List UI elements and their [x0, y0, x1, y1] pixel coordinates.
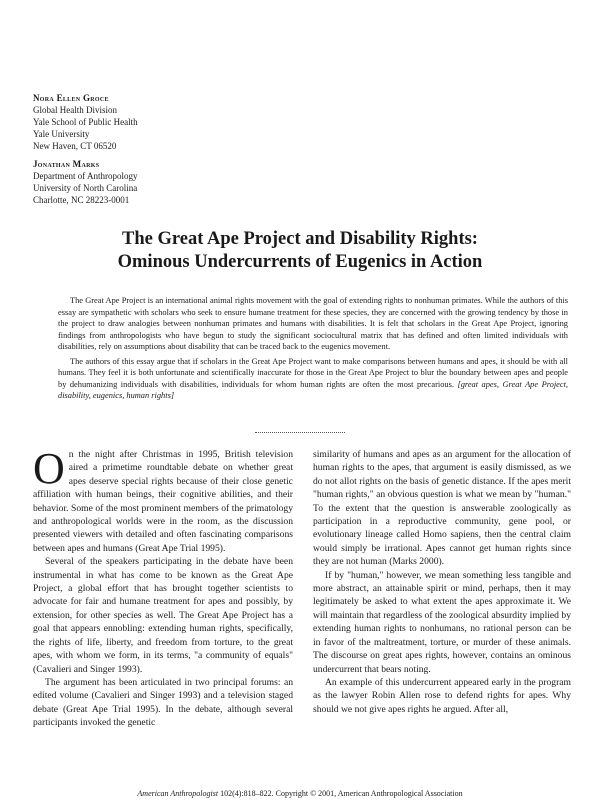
author-block: [33, 92, 138, 206]
author-name: Nora Ellen Groce: [33, 93, 109, 103]
abstract-paragraph-2-wrap: [58, 356, 568, 402]
abstract-paragraph-2: The authors of this essay argue that if scholars in the Great Ape Project want to make comparisons between humans and apes, it should be with all humans. They feel it is both unfortunate and scientifically inaccurate for those in the Great Ape Project to blur the boundary between apes and people by dehumanizing individuals with disabilities, individuals for whom human rights are often the most precarious.: [58, 356, 568, 389]
body-paragraph: similarity of humans and apes as an argument for the allocation of human rights to the apes, that argument is easily dismissed, as we do not allot rights on the basis of genetic distance. If the apes merit "human rights," an obvious question is what we mean by "human." To the extent that the question is answerable zoologically as participation in a reproductive community, gene pool, or evolutionary lineage called Homo sapiens, then the central claim would simply be irrational. Apes cannot get human rights since they are not human (Marks 2000).: [313, 449, 571, 568]
journal-name: American Anthropologist: [137, 789, 219, 798]
abstract-paragraph-1: The Great Ape Project is an international animal rights movement with the goal of extending rights to nonhuman primates. While the authors of this essay are sympathetic with scholars who seek to ensure humane treatment for these species, they are concerned with the growing tendency by those in the project to draw analogies between nonhuman primates and humans with disabilities. It is felt that scholars in the Great Ape Project, ignoring findings from anthropologists who have begun to study the significant sociocultural matrix that has defined and often limited individuals with disabilities, rely on assumptions about disability that can be traced back to the eugenics movement.: [58, 296, 568, 351]
affiliation-line: Yale University: [33, 129, 90, 139]
author-name: Jonathan Marks: [33, 159, 100, 169]
title-line-1: The Great Ape Project and Disability Rights:: [122, 229, 478, 249]
affiliation-line: New Haven, CT 06520: [33, 141, 117, 151]
paragraph-text: n the night after Christmas in 1995, British television aired a primetime roundtable debate on whether great apes deserve special rights because of their close genetic affiliation with human beings, their cognitive abilities, and their behavior. Some of the most prominent members of the primatology and anthropological worlds were in the room, as the discussion presented viewers with detailed and often fascinating comparisons between apes and humans (Great Ape Trial 1995).: [33, 449, 293, 554]
body-paragraph: Several of the speakers participating in the debate have been instrumental in what has come to be known as the Great Ape Project, a global effort that has brought together scientists to advocate for fair and humane treatment for apes and possibly, by extension, for other species as well. The Great Ape Project has a goal that appears ennobling: extending human rights, specifically, the rights of life, liberty, and freedom from torture, to the great apes, with whom we form, in its terms, "a community of equals" (Cavalieri and Singer 1993).: [33, 556, 293, 675]
section-divider: [255, 432, 345, 433]
body-paragraph: [33, 444, 293, 555]
body-paragraph: If by "human," however, we mean something less tangible and more abstract, an attainable spirit or mind, perhaps, then it may legitimately be asked to what extent the apes approximate it. We will maintain that regardless of the zoological absurdity implied by extending human rights to nonhumans, no rational person can be in favor of the maltreatment, torture, or murder of these animals. The discourse on great apes rights, however, contains an ominous undercurrent that bears noting.: [313, 569, 571, 675]
body-paragraph: The argument has been articulated in two principal forums: an edited volume (Cavalieri and Singer 1993) and a television staged debate (Great Ape Trial 1995). In the debate, although several participants invoked the genetic: [33, 676, 293, 729]
affiliation-line: Global Health Division: [33, 105, 117, 115]
affiliation-line: Charlotte, NC 28223-0001: [33, 195, 130, 205]
citation: 102(4):818–822. Copyright © 2001, American Anthropological Association: [220, 789, 463, 798]
body-column-left: [33, 444, 293, 730]
affiliation-line: Department of Anthropology: [33, 171, 138, 181]
page-footer: [0, 789, 600, 798]
body-paragraph: An example of this undercurrent appeared early in the program as the lawyer Robin Allen rose to defend rights for apes. Why should we not give apes rights he argued. After all,: [313, 676, 571, 715]
affiliation-line: University of North Carolina: [33, 183, 138, 193]
keywords: [great apes, Great Ape Project, disability, eugenics, human rights]: [58, 379, 569, 400]
drop-cap: O: [33, 444, 65, 493]
title-line-2: Ominous Undercurrents of Eugenics in Action: [117, 252, 483, 272]
abstract: [58, 295, 568, 402]
affiliation-line: Yale School of Public Health: [33, 117, 138, 127]
article-title: [40, 228, 560, 274]
body-column-right: [313, 448, 571, 716]
